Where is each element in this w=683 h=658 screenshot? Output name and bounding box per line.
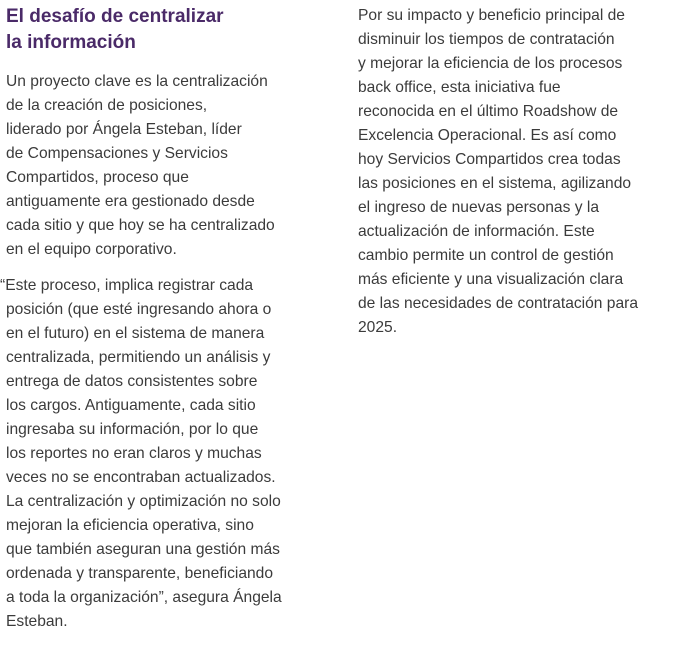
text-line: Por su impacto y beneficio principal de: [358, 7, 625, 24]
text-line: de las necesidades de contratación para: [358, 295, 639, 312]
text-line: antiguamente era gestionado desde: [6, 193, 255, 210]
article-title-line: la información: [6, 32, 136, 53]
text-line: en el equipo corporativo.: [6, 241, 177, 258]
text-line: reconocida en el último Roadshow de: [358, 103, 619, 120]
text-line: Excelencia Operacional. Es así como: [358, 127, 617, 144]
text-line: en el futuro) en el sistema de manera: [6, 325, 265, 342]
text-line: veces no se encontraban actualizados.: [6, 469, 276, 486]
text-line: La centralización y optimización no solo: [6, 493, 281, 510]
text-line: 2025.: [358, 319, 398, 336]
text-line: Un proyecto clave es la centralización: [6, 73, 268, 90]
text-line: disminuir los tiempos de contratación: [358, 31, 615, 48]
text-line: que también aseguran una gestión más: [6, 541, 280, 558]
text-line: “Este proceso, implica registrar cada: [0, 277, 254, 294]
intro-paragraph: [6, 70, 336, 262]
article-title: [6, 4, 336, 56]
text-line: ordenada y transparente, beneficiando: [6, 565, 274, 582]
text-line: centralizada, permitiendo un análisis y: [6, 349, 271, 366]
text-line: los cargos. Antiguamente, cada sitio: [6, 397, 256, 414]
text-line: posición (que esté ingresando ahora o: [6, 301, 272, 318]
article-title-line: El desafío de centralizar: [6, 6, 224, 27]
text-line: hoy Servicios Compartidos crea todas: [358, 151, 621, 168]
closing-paragraph: [358, 4, 683, 340]
text-line: actualización de información. Este: [358, 223, 595, 240]
text-line: el ingreso de nuevas personas y la: [358, 199, 599, 216]
text-line: de Compensaciones y Servicios: [6, 145, 228, 162]
text-line: ingresaba su información, por lo que: [6, 421, 259, 438]
text-line: back office, esta iniciativa fue: [358, 79, 561, 96]
text-line: los reportes no eran claros y muchas: [6, 445, 262, 462]
text-line: mejoran la eficiencia operativa, sino: [6, 517, 254, 534]
text-line: Esteban.: [6, 613, 68, 630]
text-line: a toda la organización”, asegura Ángela: [6, 589, 282, 606]
text-line: y mejorar la eficiencia de los procesos: [358, 55, 623, 72]
left-column: [0, 4, 336, 634]
text-line: las posiciones en el sistema, agilizando: [358, 175, 632, 192]
text-line: Compartidos, proceso que: [6, 169, 189, 186]
text-line: cambio permite un control de gestión: [358, 247, 614, 264]
quote-paragraph: [0, 274, 336, 634]
text-line: más eficiente y una visualización clara: [358, 271, 624, 288]
right-column: [358, 4, 683, 340]
text-line: cada sitio y que hoy se ha centralizado: [6, 217, 275, 234]
text-line: entrega de datos consistentes sobre: [6, 373, 258, 390]
text-line: de la creación de posiciones,: [6, 97, 208, 114]
text-line: liderado por Ángela Esteban, líder: [6, 121, 242, 138]
